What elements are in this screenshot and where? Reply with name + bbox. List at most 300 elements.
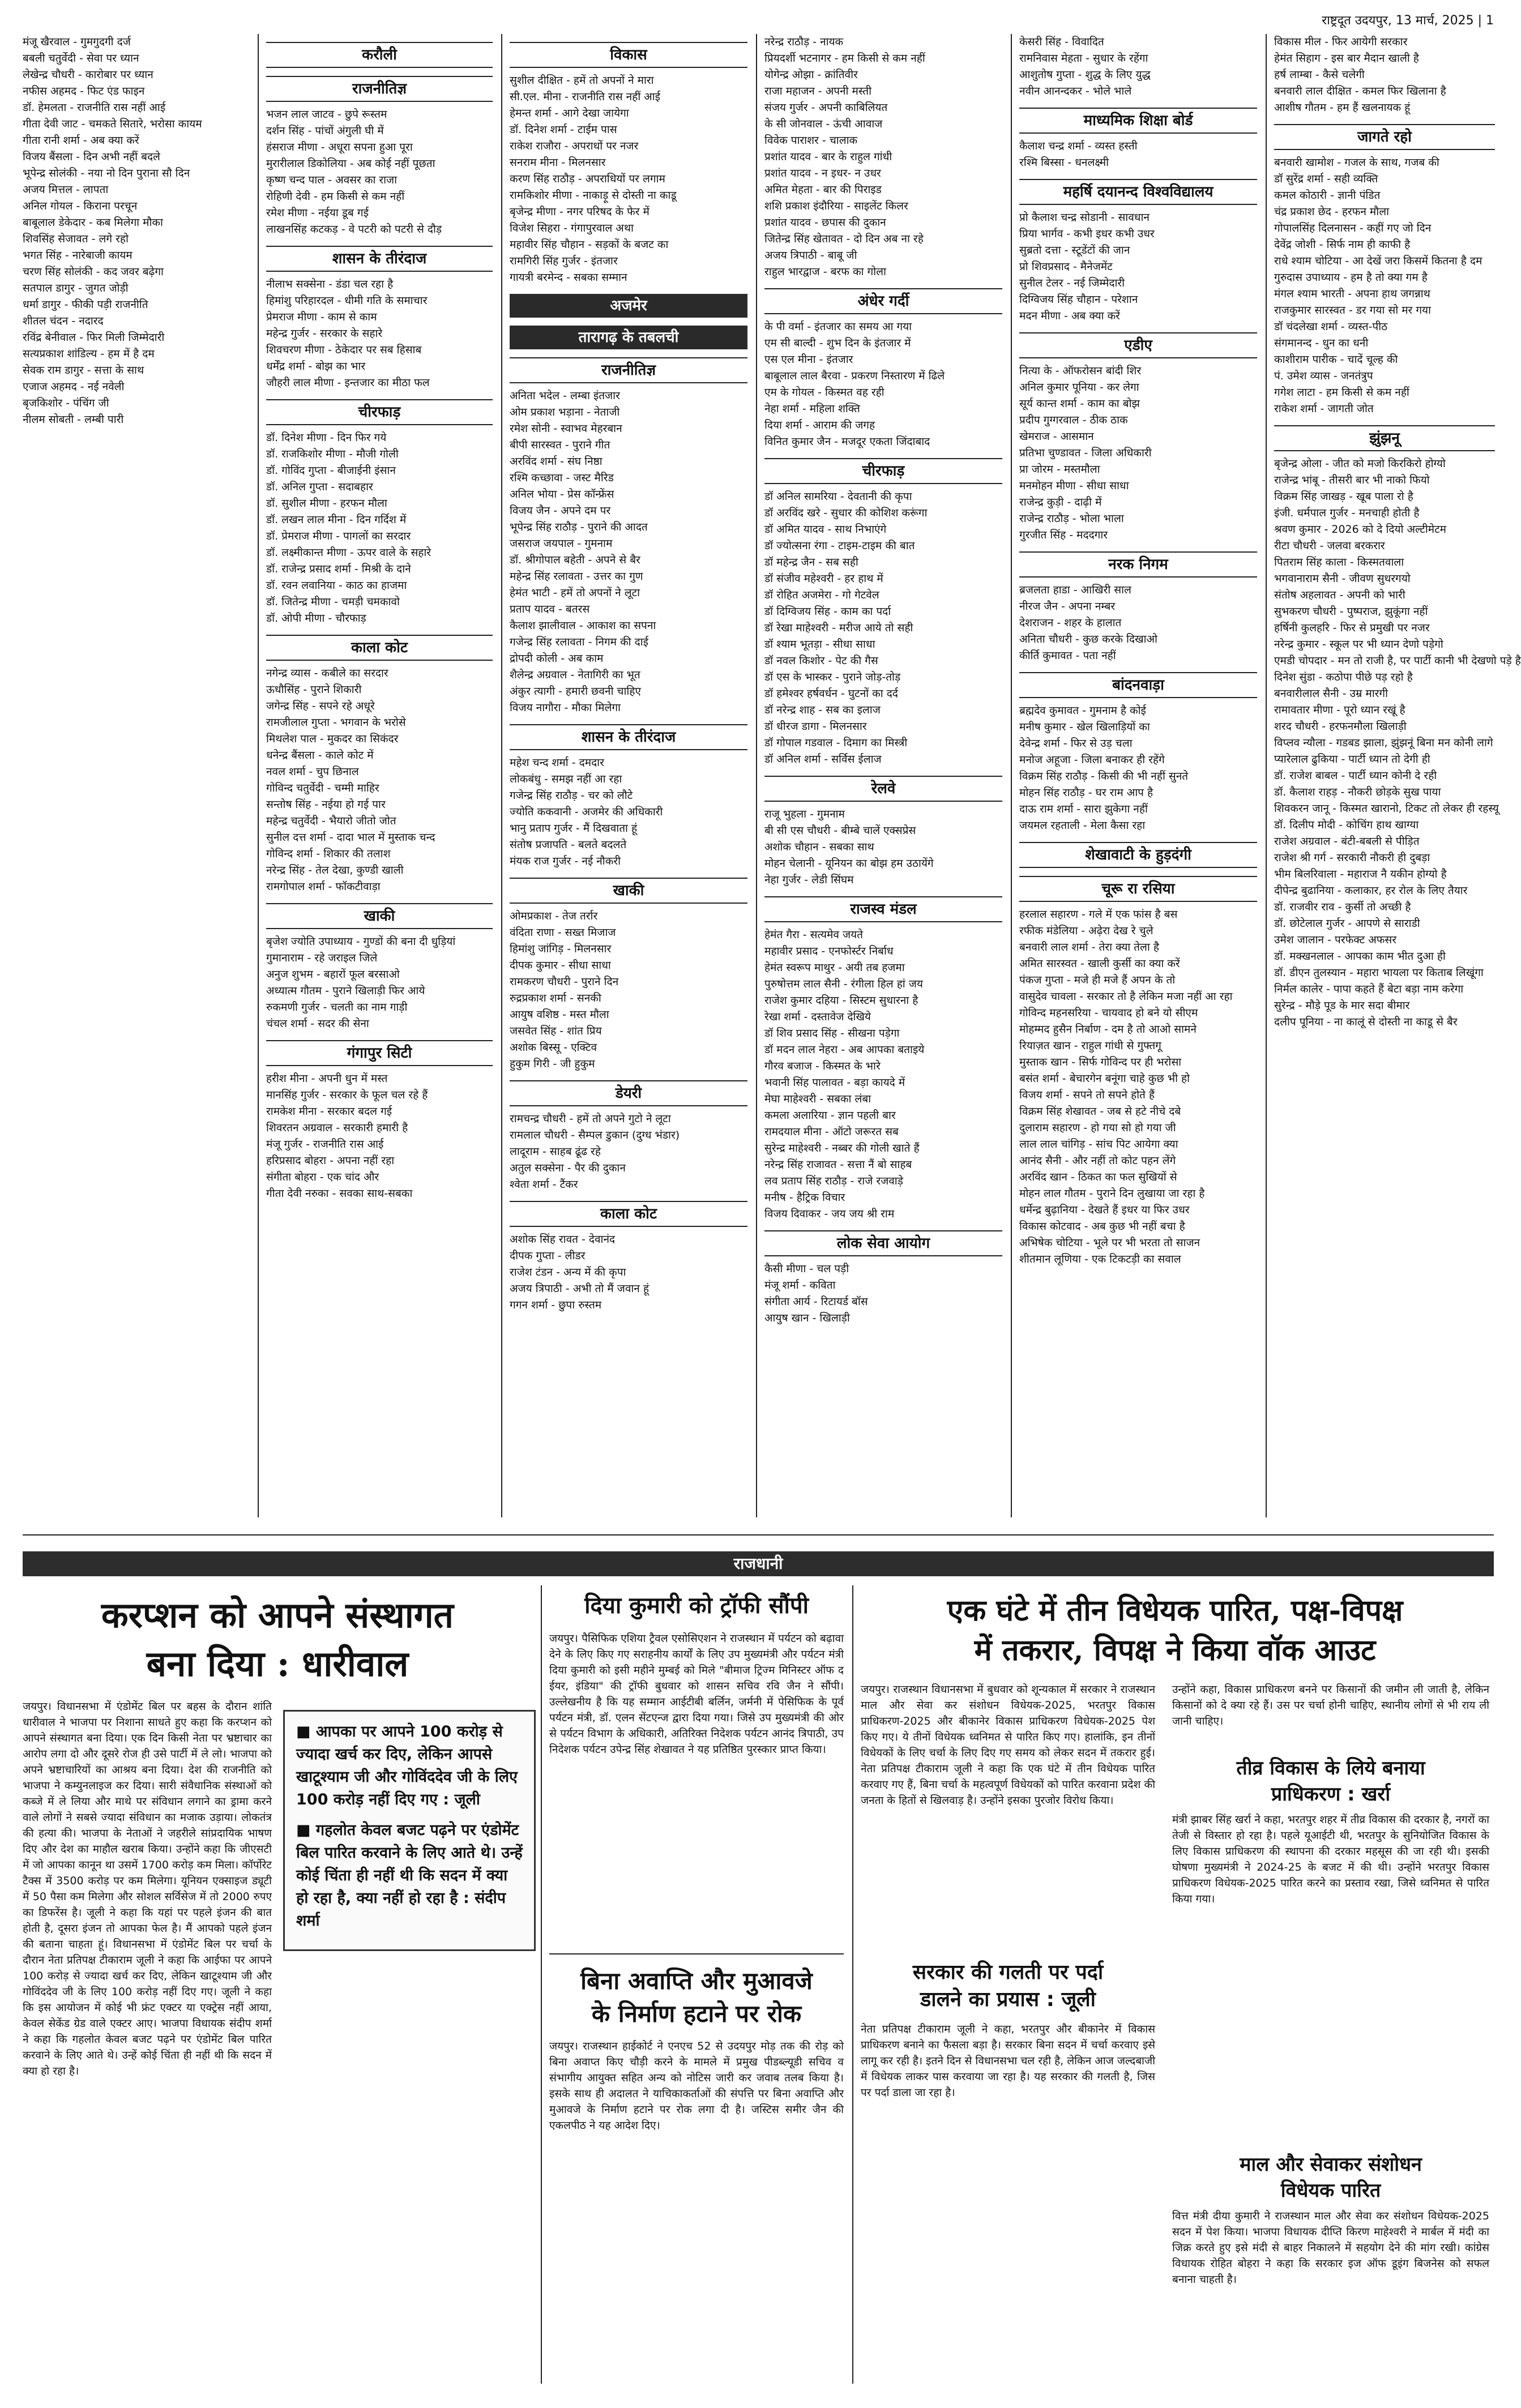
listing-entry: विजय बैंसला - दिन अभी नहीं बदले [23, 151, 160, 163]
listing-entry: मदन मीणा - अब क्या करें [1019, 310, 1120, 322]
listing-entry: मानसिंह गुर्जर - सरकार के फूल चल रहे हैं [266, 1089, 428, 1101]
listing-entry: हरलाल सहारण - गले में एक फांस है बस [1019, 908, 1178, 921]
story4-headline-line1: एक घंटे में तीन विधेयक पारित, पक्ष-विपक्ष [947, 1593, 1403, 1628]
listing-entry: विप्लव न्यौला - गडबड झाला, झुंझनूं बिना मन कोनी लागे [1274, 737, 1493, 749]
listing-entry: डॉ. लखन लाल मीना - दिन गर्दिश में [266, 514, 407, 526]
story4-sub-title [1172, 1755, 1489, 1807]
listing-entry: संगीता आर्य - रिटायर्ड बॉस [764, 1295, 868, 1308]
listing-entry: शिवचरण मीणा - ठेकेदार पर सब हिसाब [266, 344, 422, 356]
listing-entry: जयमल रहताली - मेला कैसा रहा [1019, 819, 1146, 832]
listing-entry: महावीर सिंह चौहान - सड़कों के बजट का [510, 238, 669, 251]
listing-entry: लादूराम - साहब ढूंढ रहे [510, 1145, 601, 1158]
column-1 [23, 34, 249, 428]
listing-entry: पितराम सिंह काला - किस्मतवाला [1274, 556, 1404, 568]
listing-entry: नीलाभ सक्सेना - डंडा चल रहा है [266, 278, 394, 290]
listing-entry: धर्मेन्द्र बुढ़ानिया - देखते हैं इधर या फिर उधर [1019, 1204, 1190, 1216]
listing-entry: डॉ. ओपी मीणा - चौरफाड़ [266, 612, 366, 625]
sub2-title-line2: डालने का प्रयास : जूली [920, 1988, 1096, 2011]
bottom-section [23, 1585, 1495, 2389]
listing-entry: लव प्रताप सिंह राठौड़ - राजे रजवाड़े [764, 1175, 903, 1187]
listing-entry: राकेश राजौरा - अपराधों पर नजर [510, 140, 639, 152]
section-header: करौली [266, 42, 493, 68]
listing-entry: चंचल शर्मा - सदर की सेना [266, 1017, 369, 1030]
section-header: शेखावाटी के हुड़दंगी [1019, 842, 1257, 868]
listing-entry: हेमंत गैरा - सत्यमेव जयते [764, 929, 863, 941]
listing-entry: शिवरतन अग्रवाल - सरकारी हमारी है [266, 1122, 408, 1134]
listing-entry: विकास कोटवाद - अब कुछ भी नहीं बचा है [1019, 1220, 1185, 1233]
listing-entry: नेहा गुर्जर - लेडी सिंघम [764, 874, 854, 886]
listing-entry: अमित सारस्वत - खाली कुर्सी का क्या करें [1019, 957, 1180, 970]
listing-entry: आनंद सैनी - और नहीं तो कोट पहन लेंगे [1019, 1154, 1176, 1167]
listing-entry: हर्ष लाम्बा - कैसे चलेगी [1274, 69, 1365, 81]
listing-entry: अनुज शुभम - बहारों फूल बरसाओ [266, 968, 400, 981]
listing-entry: काशीराम पारीक - चादें चूल्ह की [1274, 353, 1398, 366]
listing-entry: गोविन्द चतुर्वेदी - चम्मी माहिर [266, 782, 379, 794]
listing-entry: लाल लाल चांगिड़ - सांच पिट आयेगा क्या [1019, 1138, 1178, 1150]
listing-entry: एजाज अहमद - नई नवेली [23, 380, 125, 393]
listing-entry: प्रदीप गुग्गरवाल - ठीक ठाक [1019, 414, 1128, 426]
listing-entry: रामकेश मीना - सरकार बदल गई [266, 1105, 392, 1118]
listing-entry: गायत्री बरमेन्द - सबका सम्मान [510, 271, 627, 284]
listing-entry: डॉ मदन लाल नेहरा - अब आपका बताइये [764, 1043, 925, 1056]
story3-headline [549, 1965, 844, 2030]
listing-entry: गीता देवी नरुका - सवका साथ-सबका [266, 1187, 413, 1200]
listing-entry: डॉ. सुशील मीणा - हरफन मौला [266, 497, 387, 510]
listing-entry: प्रो कैलाश चन्द्र सोडानी - सावधान [1019, 211, 1150, 224]
sub-title-line1: तीव्र विकास के लिये बनाया [1236, 1757, 1425, 1780]
listing-entry: राहुल भारद्वाज - बरफ का गोला [764, 266, 886, 278]
column-6 [1274, 34, 1521, 1030]
listing-entry: अजय त्रिपाठी - बाबू जी [764, 249, 857, 262]
listing-entry: हर्षिनी कुलहरि - फिर से प्रमुखी पर नजर [1274, 622, 1430, 634]
section-header: महर्षि दयानन्द विश्वविद्यालय [1019, 179, 1257, 205]
listing-entry: मनीष कुमार - खेल खिलाड़ियों का [1019, 721, 1150, 733]
listing-entry: विक्रम सिंह राठौड़ - किसी की भी नहीं सुनते [1019, 770, 1189, 782]
listing-entry: नरेन्द्र कुमार - स्कूल पर भी ध्यान देणो पड़ेगो [1274, 638, 1443, 651]
listing-entry: बनवारी लाल दीक्षित - कमल फिर खिलाना है [1274, 85, 1446, 97]
callout-point-2: ■ गहलोत केवल बजट पढ़ने पर एंडोमेंट बिल पारित करवाने के लिए आते थे। उन्हें कोई चिंता ही नहीं थी कि सदन में क्या हो रहा है, क्या नहीं हो रहा है : संदीप शर्मा [296, 1819, 523, 1932]
listing-entry: डॉ हमेश्वर हर्षवर्धन - घुटनों का दर्द [764, 687, 898, 700]
sub2-title-line1: सरकार की गलती पर पर्दा [912, 1961, 1104, 1984]
listing-entry: बृजेन्द्र ओला - जीत को मजो किरकिरो होग्यो [1274, 457, 1446, 470]
listing-entry: डॉ. रवन लवानिया - काठ का हाजमा [266, 579, 407, 592]
listing-entry: डॉ शिव प्रसाद सिंह - सीखना पड़ेगा [764, 1027, 900, 1040]
listing-entry: अंकुर त्यागी - हमारी छवनी चाहिए [510, 685, 641, 698]
listing-entry: गुमानाराम - रहे जराइल जिले [266, 952, 378, 964]
listing-entry: डॉ श्याम भूतड़ा - सीधा साधा [764, 638, 875, 651]
listing-entry: सुनील दत्त शर्मा - दादा भाल में मुस्ताक चन्द [266, 831, 435, 844]
listing-entry: प्रियदर्शी भटनागर - हम किसी से कम नहीं [764, 52, 925, 65]
listing-entry: राकेश शर्मा - जागती जोत [1274, 403, 1374, 415]
listing-entry: कैलाश झालीवाल - आकाश का सपना [510, 619, 656, 632]
listing-entry: डॉ अनिल शर्मा - सर्विस ईलाज [764, 753, 882, 765]
listing-entry: रामचन्द्र चौधरी - हमें तो अपने गुटो ने लूटा [510, 1113, 671, 1125]
listing-entry: रश्मि बिस्सा - धनलक्ष्मी [1019, 156, 1109, 169]
listing-entry: करण सिंह राठौड़ - अपराधियों पर लगाम [510, 173, 665, 185]
listing-entry: मेघा माहेश्वरी - सबका लंबा [764, 1093, 871, 1105]
listing-entry: चंद्र प्रकाश छेद - हरफन मौला [1274, 206, 1390, 218]
listing-entry: सेवक राम डागुर - सत्ता के साथ [23, 364, 144, 377]
listing-entry: प्रतिभा चुण्डावत - जिला अधिकारी [1019, 447, 1152, 459]
section-divider [23, 1534, 1494, 1536]
listing-entry: रीटा चौधरी - जलवा बरकरार [1274, 540, 1385, 552]
section-header: विकास [510, 42, 747, 68]
listing-entry: मुरारीलाल डिकोलिया - अब कोई नहीं पूछता [266, 157, 435, 170]
listing-entry: रुकमणी गुर्जर - चलती का नाम गाड़ी [266, 1001, 408, 1013]
listing-entry: हुकुम गिरी - जी हुकुम [510, 1058, 595, 1070]
listing-entry: रामलाल चौधरी - सैम्पल डुकान (दुग्ध भंडार) [510, 1129, 680, 1141]
listing-entry: डॉ चंदलेखा शर्मा - व्यस्त-पीठ [1274, 320, 1388, 333]
masthead-date: राष्ट्रदूत उदयपुर, 13 मार्च, 2025 | 1 [1322, 14, 1494, 28]
story4-headline [861, 1591, 1489, 1670]
listing-entry: कमला अलारिया - ज्ञान पहली बार [764, 1109, 896, 1122]
section-header: डेयरी [510, 1080, 747, 1106]
listing-entry: मंगल श्याम भारती - अपना हाथ जगन्नाथ [1274, 288, 1430, 300]
listing-entry: रामकिशोर मीणा - नाकाड़ू से दोस्ती ना काडू [510, 189, 677, 202]
listing-entry: विकास मील - फिर आयेगी सरकार [1274, 36, 1408, 48]
column-4 [764, 34, 1002, 1327]
listing-entry: बृजेन्द्र मीणा - नगर परिषद के फेर में [510, 206, 650, 218]
column-rule [1011, 34, 1012, 1517]
listing-entry: दीपेन्द्र बुढानिया - कलाकार, हर रोल के लिए तैयार [1274, 884, 1468, 897]
section-header: खाकी [510, 878, 747, 904]
listing-entry: प्रताप यादव - बतरस [510, 603, 590, 615]
section-header: बांदनवाड़ा [1019, 672, 1257, 698]
listing-entry: रमेश मीणा - नईया डूब गई [266, 207, 369, 219]
listing-entry: डॉ. डीएन तुलस्यान - महारा भायला पर किताब लिखूंगा [1274, 966, 1484, 979]
listing-entry: बाबूलाल लाल बैरवा - प्रकरण निस्तारण में ढिले [764, 370, 945, 382]
listing-entry: श्रवण कुमार - 2026 को दे दियो अल्टीमेटम [1274, 523, 1447, 536]
listing-entry: एस एल मीना - इंतजार [764, 353, 853, 366]
section-header: अजमेर [510, 294, 747, 318]
story1-callout [283, 1710, 536, 1951]
listing-entry: जगेन्द्र सिंह - सपने रहे अधूरे [266, 700, 375, 712]
listing-entry: दिया शर्मा - आराम की जगह [764, 419, 875, 431]
listing-entry: पुरुषोत्तम लाल सैनी - रंगीला हिल हां जय [764, 978, 923, 990]
listing-entry: डॉ सुरेंद्र शर्मा - सही व्यक्ति [1274, 173, 1378, 185]
listing-entry: महेन्द्र चतुर्वेदी - भैयारो जीतो जोत [266, 815, 396, 827]
listing-entry: आशुतोष गुप्ता - शुद्ध के लिए युद्ध [1019, 69, 1151, 81]
sub-title-line2: प्राधिकरण : खर्रा [1271, 1783, 1391, 1806]
listing-entry: जसवेत सिंह - शांत प्रिय [510, 1025, 602, 1037]
listing-entry: वासुदेव चावला - सरकार तो है लेकिन मजा नहीं आ रहा [1019, 990, 1233, 1003]
listing-entry: महावीर प्रसाद - एनफोर्स्टर निर्बाध [764, 945, 894, 957]
section-header: माध्यमिक शिक्षा बोर्ड [1019, 108, 1257, 134]
listing-entry: डॉ. दिनेश शर्मा - टाईम पास [510, 123, 617, 136]
listing-entry: शिवकरन जानू - किस्मत खारानो, टिकट तो लेकर ही रहस्यू [1274, 802, 1499, 815]
listing-entry: लाखनसिंह कटकड़ - वे पटरी को पटरी से दौड़ [266, 223, 442, 236]
listing-entry: अरविंद शर्मा - संघ निष्ठा [510, 455, 603, 468]
listing-entry: गोविन्द शर्मा - शिकार की तलाश [266, 848, 391, 860]
section-header: खाकी [266, 903, 493, 929]
listing-entry: राजेश अग्रवाल - बंटी-बबली से पीड़ित [1274, 835, 1420, 848]
listing-entry: मुस्ताक खान - सिर्फ गोविन्द पर ही भरोसा [1019, 1056, 1182, 1068]
listing-entry: नरेन्द्र सिंह - तेल देखा, कुण्डी खाली [266, 864, 404, 876]
listing-entry: रामनिवास मेहता - सुधार के रहेंगा [1019, 52, 1148, 65]
listing-entry: संतोष प्रजापति - बलते बदलते [510, 839, 627, 851]
listing-entry: मोहन चेलानी - यूनियन का बोझ हम उठायेंगे [764, 857, 934, 870]
sub3-title-line2: विधेयक पारित [1280, 2179, 1381, 2202]
listing-entry: प्रिया भार्गव - कभी इधर कभी उधर [1019, 228, 1155, 240]
listing-entry: सुनील टेलर - नई जिम्मेदारी [1019, 277, 1125, 289]
story1-body-cont [283, 1959, 532, 2378]
listing-entry: दीपक कुमार - सीधा साधा [510, 959, 611, 972]
section-header: चीरफाड़ [266, 399, 493, 425]
listing-entry: बृजेश ज्योति उपाध्याय - गुण्डों की बना दी धुड़ियां [266, 935, 456, 948]
listing-entry: भगत सिंह - नारेबाजी कायम [23, 249, 133, 262]
listing-entry: शीतमान लूणिया - एक टिकटड़ी का सवाल [1019, 1253, 1181, 1265]
listing-entry: गजेन्द्र सिंह रलावता - निगम की दाई [510, 636, 648, 648]
listing-entry: डॉ एस के भास्कर - पुराने जोड़-तोड़ [764, 671, 901, 683]
listing-entry: ब्रह्मदेव कुमावत - गुमनाम है कोई [1019, 704, 1146, 717]
listing-entry: हंसराज मीणा - अधूरा सपना हुआ पूरा [266, 141, 413, 153]
listing-entry: पं. उमेश व्यास - जनतंत्रुप [1274, 370, 1373, 382]
listing-entry: मोहन सिंह राठौड़ - घर राम आप है [1019, 786, 1153, 799]
listing-entry: नीरज जैन - अपना नम्बर [1019, 600, 1116, 613]
listing-entry: विक्रम सिंह शेखावत - जब से हटे नीचे दबे [1019, 1105, 1181, 1118]
listing-entry: शिवसिंह सेजावत - लगे रहो [23, 233, 129, 245]
listing-entry: मोहन लाल गौतम - पुराने दिन लुखाया जा रहा है [1019, 1187, 1205, 1200]
listing-entry: रामकरण चौधरी - पुराने दिन [510, 976, 619, 988]
listing-entry: डॉ. राजकिशोर मीणा - मौजी गोली [266, 448, 399, 460]
listing-entry: उमेश जालान - परफेक्ट अफसर [1274, 934, 1396, 946]
listing-entry: धर्मा डागुर - फीकी पड़ी राजनीति [23, 298, 148, 311]
listing-entry: अशोक सिंह रावत - देवानंद [510, 1233, 616, 1246]
listing-entry: चरण सिंह सोलंकी - कद जवर बढ़ेगा [23, 266, 164, 278]
listing-entry: डॉ. गोविंद गुप्ता - बीजाईनी इंसान [266, 464, 396, 477]
listing-entry: गौरव बजाज - किस्मत के भारे [764, 1060, 881, 1072]
section-band: राजधानी [23, 1551, 1494, 1576]
listing-entry: विजय नागौरा - मौका मिलेगा [510, 702, 621, 714]
listing-entry: डॉ. मक्खनलाल - आपका काम भीत दुआ ही [1274, 950, 1446, 963]
listing-entry: बी सी एस चौधरी - बीम्बे चालें एक्सप्रेस [764, 824, 916, 837]
section-header: शासन के तीरंदाज [266, 246, 493, 272]
listing-entry: महेन्द्र गुर्जर - सरकार के सहारे [266, 327, 383, 340]
listing-entry: अनिल गोयल - किराना परचून [23, 200, 138, 212]
section-header: झुंझनू [1274, 425, 1495, 451]
listing-entry: रामगोपाल शर्मा - फॉकटीवाड़ा [266, 880, 381, 893]
listing-entry: राजा महाजन - अपनी मस्ती [764, 85, 872, 97]
listing-entry: सनराम मीना - मिलनसार [510, 156, 606, 169]
column-3 [510, 34, 747, 1314]
section-header: अंधेर गर्दी [764, 288, 1002, 314]
listing-entry: अनिता भदेल - लम्बा इंतजार [510, 390, 620, 402]
section-header: राजस्व मंडल [764, 896, 1002, 922]
listing-entry: के सी जोनवाल - ऊंची आवाज [764, 118, 883, 130]
section-header: एडीए [1019, 332, 1257, 358]
listing-entry: दलीप पूनिया - ना कालूं से दोस्ती ना काडू से बैर [1274, 1016, 1458, 1028]
listing-entry: बृजकिशोर - पंचिंग जी [23, 397, 109, 409]
listing-entry: नफीस अहमद - फिट एंड फाइन [23, 85, 145, 97]
story4-sub2-title [861, 1959, 1155, 2013]
listing-entry: हिमांशु जांगिड़ - मिलनसार [510, 943, 612, 955]
listing-entry: अनिल कुमार पूनिया - कर लेगा [1019, 381, 1139, 394]
section-header: जागते रहो [1274, 124, 1495, 150]
listing-entry: संगीता बोहरा - एक चांद और [266, 1171, 379, 1183]
listing-entry: रमेश सोनी - स्वाभव मेहरबान [510, 422, 622, 435]
listing-entry: गुरुदास उपाध्याय - हम है तो क्या गम है [1274, 271, 1428, 284]
listing-entry: भवानी सिंह पालावत - बड़ा कायदे में [764, 1076, 905, 1089]
listing-entry: डॉ रोहित अजमेरा - गो गेटवेल [764, 589, 879, 601]
listing-entry: नवल शर्मा - चुप छिनाल [266, 765, 359, 778]
listing-entry: अशोक चौहान - सबका साथ [764, 841, 874, 853]
listing-entry: रुद्रप्रकाश शर्मा - सनकी [510, 992, 601, 1004]
listing-entry: लेखेन्द्र चौधरी - कारोबार पर ध्यान [23, 69, 153, 81]
column-rule [258, 34, 259, 1517]
listing-entry: अशोक बिस्सू - एक्टिव [510, 1041, 597, 1054]
listing-entry: प्रेमराज मीणा - काम से काम [266, 311, 377, 323]
listing-entry: बाबूलाल डेकेदार - कब मिलेगा मौका [23, 216, 163, 229]
listing-entry: के पी वर्मा - इंतजार का समय आ गया [764, 320, 912, 333]
listing-entry: भूपेन्द्र सोलंकी - नया नो दिन पुराना सौ दिन [23, 167, 190, 179]
listing-entry: देवेन्द्र शर्मा - फिर से उड़ चला [1019, 737, 1133, 750]
listing-entry: दाऊ राम शर्मा - सारा झुकेगा नहीं [1019, 803, 1148, 815]
listing-entry: शरद चौधरी - हरफनमौला खिलाड़ी [1274, 720, 1407, 733]
listing-entry: मिथलेश पाल - मुकदर का सिकंदर [266, 733, 399, 745]
listing-entry: हरीश मीना - अपनी धुन में मस्त [266, 1072, 388, 1085]
listing-entry: डॉ गोपाल गडवाल - दिमाग का मिस्त्री [764, 737, 908, 749]
listing-entry: सुभकरण चौधरी - पुष्पराज, झुकूंगा नहीं [1274, 605, 1428, 618]
listing-entry: जितेन्द्र सिंह खेतावत - दो दिन अब ना रहे [764, 233, 924, 245]
listing-entry: राजकुमार सारस्वत - डर गया सो मर गया [1274, 304, 1432, 316]
listing-entry: डॉ. लक्ष्मीकान्त मीणा - ऊपर वाले के सहारे [266, 546, 431, 559]
section-header: राजनीतिज्ञ [510, 357, 747, 383]
listing-entry: देवेंद्र जोशी - सिर्फ नाम ही काफी है [1274, 238, 1411, 251]
listing-entry: डॉ. दिनेश मीणा - दिन फिर गये [266, 431, 387, 444]
listing-entry: मनोज अहूजा - जिला बनाकर ही रहेंगे [1019, 754, 1165, 766]
listing-entry: एम सी बाल्दी - शुभ दिन के इंतजार में [764, 337, 911, 349]
listing-entry: ओम प्रकाश भड़ाना - नेताजी [510, 406, 620, 418]
listing-entry: हेमंत सिहाग - इस बार मैदान खाली है [1274, 52, 1419, 65]
story1-headline-line1: करप्शन को आपने संस्थागत [101, 1594, 454, 1636]
listing-entry: दीपक गुप्ता - लीडर [510, 1250, 586, 1262]
listing-entry: ब्रजलता हाडा - आखिरी साल [1019, 584, 1131, 596]
listing-entry: भूपेन्द्र सिंह राठौड़ - पुराने की आदत [510, 521, 648, 533]
story4-headline-line2: में तकरार, विपक्ष ने किया वॉक आउट [974, 1633, 1376, 1667]
story4-sub-body: मंत्री झाबर सिंह खर्रा ने कहा, भरतपुर शहर में तीव्र विकास की दरकार है, नगरों का तेजी से विस्तार हो रहा है। पहले यूआईटी थी, भरतपुर के सुनियोजित विकास के लिए विकास प्राधिकरण की स्थापना की दरकार महसूस की जा रही थी। इसकी घोषणा मुख्यमंत्री ने 2024-25 के बजट में की थी। उन्होंने भरतपुर विकास प्राधिकरण विधेयक-2025 पारित करने का प्रस्ताव रखा, जिसे ध्वनिमत से पारित किया गया। [1172, 1814, 1489, 1905]
listing-entry: ऊधौसिंह - पुराने शिकारी [266, 683, 362, 696]
listing-entry: गोपालसिंह दिलनासन - कहीं गए जो दिन [1274, 222, 1432, 234]
listing-entry: केसरी सिंह - विवादित [1019, 36, 1104, 48]
listing-entry: मंजू शर्मा - कविता [764, 1279, 836, 1291]
listing-entry: श्वेता शर्मा - टैंकर [510, 1178, 578, 1191]
listing-entry: मोहम्मद हुसैन निर्बाण - दम है तो आओ सामने [1019, 1023, 1197, 1036]
listing-entry: एमडी चोपदार - मन तो राजी है, पर पार्टी कानी भी देखणो पड़े है [1274, 655, 1521, 667]
listing-entry: सुशील दीक्षित - हमें तो अपनों ने मारा [510, 74, 654, 87]
listing-entry: राजेश श्री गर्ग - सरकारी नौकरी ही दुबड़ा [1274, 852, 1430, 864]
story1-headline-line2: बना दिया : धारीवाल [146, 1643, 409, 1684]
listing-entry: रामजीलाल गुप्ता - भगवान के भरोसे [266, 716, 406, 729]
listing-entry: अतुल सक्सेना - पैर की दुकान [510, 1162, 626, 1174]
listing-entry: सी.एल. मीना - राजनीति रास नहीं आई [510, 91, 660, 103]
listing-entry: डॉ धीरज डागा - मिलनसार [764, 720, 867, 733]
column-rule [1266, 34, 1267, 1517]
listing-entry: राजू भुहला - गुमनाम [764, 808, 845, 820]
listing-entry: विजय शर्मा - सपने तो सपने होते हैं [1019, 1089, 1155, 1101]
listing-entry: डॉ. जितेन्द्र मीणा - चमड़ी चमकावो [266, 596, 400, 608]
listing-entry: सुरेन्द्र - मौड़े पूड के मार सदा बीमार [1274, 999, 1410, 1012]
listing-entry: एम के गोयल - किस्मत वह रही [764, 386, 885, 399]
listing-entry: हिमांशु परिहारदल - धीमी गति के समाचार [266, 294, 428, 307]
listing-entry: नीलम सोबती - लम्बी पारी [23, 413, 124, 426]
listing-entry: बबली चतुर्वेदी - सेवा पर ध्यान [23, 52, 139, 65]
listing-entry: दिग्विजय सिंह चौहान - परेशान [1019, 293, 1138, 306]
listing-entry: भगवानाराम सैनी - जीवण सुधरगयो [1274, 572, 1411, 585]
listing-entry: भजन लाल जाटव - छुपे रूस्तम [266, 108, 387, 121]
listing-entry: डॉ दिग्विजय सिंह - काम का पर्दा [764, 605, 891, 618]
listing-entry: डॉ. कैलाश राहड़ - नौकरी छोड़के सुख पाया [1274, 786, 1441, 798]
listing-entry: अजय मित्तल - लापता [23, 183, 109, 196]
listing-entry: डॉ. हेमलता - राजनीति रास नहीं आई [23, 101, 166, 114]
listing-entry: डॉ अनिल सामरिया - देवतानी की कृपा [764, 490, 912, 503]
listing-entry: नेहा शर्मा - महिला शक्ति [764, 403, 860, 415]
listing-entry: राजेन्द्र भांबू - तीसरी बार भी नाको फियो [1274, 474, 1430, 486]
listing-entry: विवेक पाराशर - चालाक [764, 134, 858, 147]
listing-entry: रामगिरी सिंह गुर्जर - इंतजार [510, 255, 618, 267]
listing-entry: प्रो शिवप्रसाद - मैनेजमेंट [1019, 260, 1113, 273]
listing-entry: नरेन्द्र सिंह राजावत - सत्ता नैं बो साहब [764, 1158, 912, 1171]
listing-entry: डॉ अमित यादव - साथ निभाएंगे [764, 523, 887, 536]
column-rule [756, 34, 757, 1517]
listing-entry: भीम बिलरिवाला - महाराज नै यकीन होग्यो है [1274, 868, 1447, 880]
column-5 [1019, 34, 1257, 1268]
listing-entry: डॉ ज्योत्सना रंगा - टाइम-टाइम की बात [764, 540, 915, 552]
listing-entry: शैलेन्द्र अग्रवाल - नेतागिरी का भूत [510, 669, 640, 681]
listing-entry: अनिता चौधरी - कुछ करके दिखाओ [1019, 633, 1157, 645]
listing-entry: राजेश कुमार दहिया - सिस्टम सुधारना है [764, 994, 918, 1007]
listing-entry: नगेन्द्र व्यास - कबीले का सरदार [266, 667, 388, 679]
story1-body: जयपुर। विधानसभा में एंडोमेंट बिल पर बहस के दौरान शांति धारीवाल ने भाजपा पर निशाना साधते हुए कहा कि करप्शन को आपने संस्थागत बना दिया। एक दिन किसी नेता पर भ्रष्टाचार का आरोप लगा दो और दूसरे रोज ही उसे पार्टी में ले लो। भाजपा को अपने भ्रष्टाचारियों का आश्रय बना दिया। देश की राजनीति को भाजपा ने कम्युनलाइज कर दिया। सारी संवैधानिक संस्थाओं को कब्जे में ले लिया और माथे पर संविधान लगाने का ड्रामा करने वाले लोगों ने सबसे ज्यादा संविधान का मजाक उड़ाया। लोकतंत्र की हत्या की। भाजपा के नेताओं ने जहरीले सांप्रदायिक भाषण दिए और देश का माहौल खराब किया। उन्होंने कहा कि जीएसटी में जो आपका कानून था उसमें 1700 करोड़ कम मिला। कॉर्पोरेट टैक्स में 3500 करोड़ पर कम मिलेगा। यूनियन एक्साइज ड्यूटी में 50 पैसा कम मिलेगा और सोशल सर्विसेज में तो 2000 रुपए का डिफरेंस है। जूली ने कहा कि यहां पर पहले इंजन की बात होती है, दूसरा इंजन तो आपका फेल है। मैं आपको पहले इंजन की बताना चाहता हूं। विधानसभा में एंडोमेंट बिल पर चर्चा के दौरान नेता प्रतिपक्ष टीकाराम जूली ने कहा कि आईफा पर आपने 100 करोड़ से ज्यादा खर्च कर दिए, लेकिन खाटूश्याम जी और गोविंददेव जी के लिए 100 करोड़ नहीं दिए गए। जूली ने कहा कि इस आयोजन में कोई भी फ्रंट एक्टर या एक्ट्रेस नहीं आया, केवल सेकेंड ग्रेड वाले एक्टर आए। भाजपा विधायक संदीप शर्मा ने कहा कि गहलोत केवल बजट पढ़ने पर एंडोमेंट बिल पारित करवाने के लिए आते थे। उन्हें कोई चिंता ही नहीं थी कि सदन में क्या हो रहा है। [23, 1700, 272, 2077]
story2-headline: दिया कुमारी को ट्रॉफी सौंपी [584, 1592, 809, 1619]
listing-entry: डॉ. छोटेलाल गुर्जर - आपणे से साराडी [1274, 917, 1420, 930]
listing-entry: रामावतार मीणा - पूरो ध्यान रखूं है [1274, 704, 1405, 716]
listing-entry: कमल कोठारी - ज्ञानी पंडित [1274, 189, 1381, 202]
listing-entry: अमित मेहता - बार की पिराइड [764, 183, 882, 196]
listing-entry: गजेन्द्र सिंह राठौड़ - चर को लौटे [510, 789, 633, 802]
listing-entry: दुलाराम सहारण - हो गया सो हो गया जी [1019, 1122, 1176, 1134]
listing-entry: सतपाल डागुर - जुगत जोड़ी [23, 282, 129, 294]
listing-entry: आयुष वशिष्ठ - मस्त मौला [510, 1008, 609, 1021]
listing-entry: वंदिता राणा - सख्त मिजाज [510, 926, 616, 939]
listing-entry: नित्या के - ऑफरोसन बांदी शिर [1019, 365, 1142, 377]
story4-sub3-title [1172, 2152, 1489, 2204]
story4-sub3-body: वित्त मंत्री दीया कुमारी ने राजस्थान माल और सेवा कर संशोधन विधेयक-2025 सदन में पेश किया। भाजपा विधायक दीप्ति किरण माहेश्वरी ने मार्बल में मंदी का जिक्र करते हुए इसे मंदी से बाहर निकालने में सहयोग देने की मांग रखी। कांग्रेस विधायक रोहित बोहरा ने कहा कि सरकार इज ऑफ डूइंग बिजनेस को सफल बनाना चाहती है। [1172, 2210, 1489, 2286]
section-header: लोक सेवा आयोग [764, 1230, 1002, 1256]
listing-entry: गोविन्द महनसरिया - चायवाद हो बने यो सीएम [1019, 1007, 1198, 1019]
listing-entry: शीतल चंदन - नदारद [23, 315, 104, 327]
story3-headline-line2: के निर्माण हटाने पर रोक [591, 2000, 802, 2028]
listing-entry: डॉ अरविंद खरे - सुधार की कोशिश करूंगा [764, 507, 928, 519]
listing-entry: प्रशांत यादव - न इधर- न उधर [764, 167, 881, 179]
listing-entry: विजय जैन - अपने दम पर [510, 504, 611, 517]
section-header: तारागढ़ के तबलची [510, 326, 747, 349]
listing-entry: नवीन आनन्दकर - भोले भाले [1019, 85, 1132, 97]
listing-entry: गुरजीत सिंह - मददगार [1019, 529, 1108, 541]
listing-entry: बनवारी खामोश - गजल के साथ, गजब की [1274, 156, 1439, 169]
listing-entry: सुब्रतो दत्ता - स्टूडेंटों की जान [1019, 244, 1130, 256]
listing-entry: हरिप्रसाद बोहरा - अपना नहीं रहा [266, 1154, 395, 1167]
listing-entry: मंजू खैरवाल - गुमगुदगी दर्ज [23, 36, 131, 48]
listing-entry: कृष्ण चन्द पाल - अवसर का राजा [266, 174, 398, 186]
story4-sub2-body: नेता प्रतिपक्ष टीकाराम जूली ने कहा, भरतपुर और बीकानेर में विकास प्राधिकरण बनाने का फैसला बड़ा है। सरकार बिना सदन में चर्चा करवाए इसे लागू कर रही है। इतने दिन से विधानसभा चल रही है, लेकिन आज जल्दबाजी में विधेयक लाकर पास करवाया जा रहा है। यह सरकार की गलती है, जिस पर पर्दा डाला जा रहा है। [861, 2023, 1155, 2099]
listing-entry: ओमप्रकाश - तेज तर्रार [510, 910, 598, 922]
listing-entry: डॉ. प्रेमराज मीणा - पागलों का सरदार [266, 530, 411, 542]
listing-entry: आशीष गौतम - हम हैं खलनायक हूं [1274, 101, 1411, 114]
listing-entry: अध्यात्म गौतम - पुराने खिलाड़ी फिर आये [266, 985, 425, 997]
listing-entry: सूर्य कान्त शर्मा - काम का बोझ [1019, 397, 1140, 410]
listing-entry: मनीष - हैट्रिक विचार [764, 1191, 845, 1204]
listing-entry: रामदयाल मीना - ऑटो जरूरत सब [764, 1126, 899, 1138]
